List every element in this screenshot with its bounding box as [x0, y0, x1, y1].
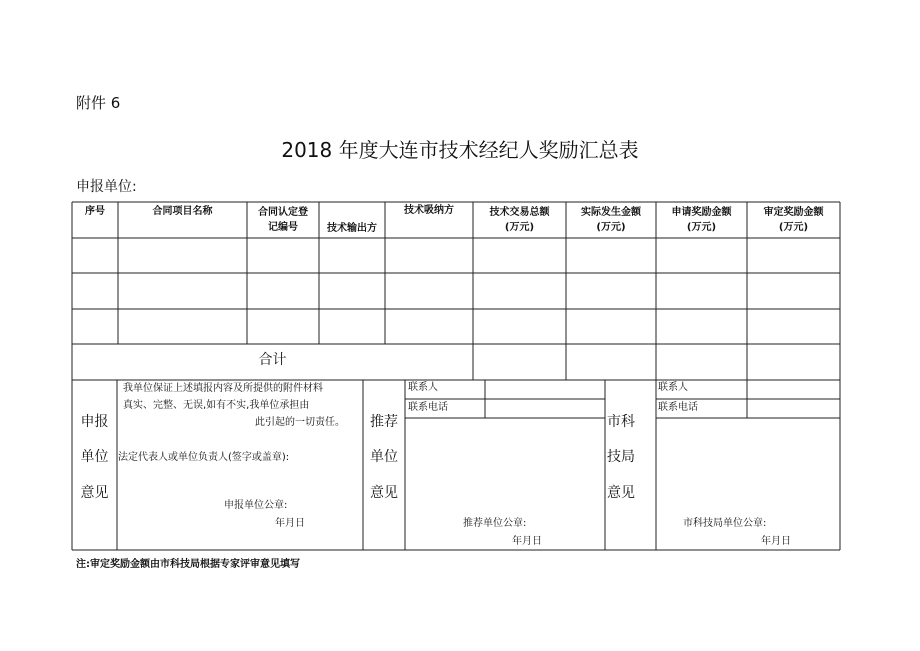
header-tech-absorb: 技术吸纳方: [404, 205, 454, 216]
page-title: 2018 年度大连市技术经纪人奖励汇总表: [281, 138, 639, 162]
header-trade-total-line1: 技术交易总额: [489, 207, 550, 218]
header-actual-amount-line1: 实际发生金额: [581, 207, 641, 218]
header-seq: 序号: [85, 206, 105, 217]
recommender-phone-field[interactable]: [486, 400, 604, 417]
bureau-date-label: 年月日: [761, 536, 791, 547]
header-approved-reward-line1: 审定奖励金额: [763, 207, 824, 218]
applicant-side-3: 意见: [80, 485, 109, 501]
header-contract-reg-line2: 记编号: [268, 222, 298, 233]
header-trade-total-line2: (万元): [504, 222, 535, 233]
recommender-contact-label: 联系人: [408, 382, 438, 393]
header-tech-output: 技术输出方: [327, 223, 377, 234]
recommender-contact-field[interactable]: [486, 381, 604, 398]
header-apply-reward-line1: 申请奖励金额: [671, 207, 732, 218]
recommender-seal-label: 推荐单位公章:: [463, 518, 527, 529]
bureau-side-1: 市科: [607, 414, 635, 430]
recommender-side-3: 意见: [370, 485, 398, 501]
recommender-side-2: 单位: [370, 449, 398, 465]
header-actual-amount-line2: (万元): [596, 222, 626, 233]
recommender-phone-label: 联系电话: [408, 402, 448, 413]
legal-rep-label: 法定代表人或单位负责人(签字或盖章):: [118, 452, 290, 463]
bureau-side-3: 意见: [607, 485, 635, 501]
bureau-contact-field[interactable]: [748, 381, 839, 398]
header-contract-reg-line1: 合同认定登: [258, 207, 308, 218]
header-apply-reward-line2: (万元): [686, 222, 717, 233]
footnote: 注:审定奖励金额由市科技局根据专家评审意见填写: [76, 559, 300, 570]
bureau-seal-label: 市科技局单位公章:: [683, 518, 767, 529]
pledge-line-2: 真实、完整、无误,如有不实,我单位承担由: [123, 400, 310, 411]
bureau-phone-field[interactable]: [748, 400, 839, 417]
bureau-side-2: 技局: [607, 449, 635, 465]
header-approved-reward-line2: (万元): [778, 222, 809, 233]
bureau-contact-label: 联系人: [658, 382, 688, 393]
recommender-side-1: 推荐: [370, 414, 398, 430]
total-label: 合计: [258, 352, 287, 368]
header-project-name: 合同项目名称: [152, 206, 213, 217]
pledge-line-1: 我单位保证上述填报内容及所提供的附件材料: [123, 383, 323, 394]
applicant-side-2: 单位: [80, 449, 109, 465]
attachment-label: 附件 6: [76, 94, 121, 112]
applicant-side-1: 申报: [80, 414, 109, 430]
recommender-date-label: 年月日: [512, 536, 542, 547]
applicant-seal-label: 申报单位公章:: [224, 500, 288, 511]
data-rows-area[interactable]: [72, 238, 840, 344]
bureau-phone-label: 联系电话: [658, 402, 698, 413]
applicant-unit-label: 申报单位:: [76, 179, 137, 195]
applicant-date-label: 年月日: [275, 518, 305, 529]
pledge-line-3: 此引起的一切责任。: [255, 417, 345, 428]
